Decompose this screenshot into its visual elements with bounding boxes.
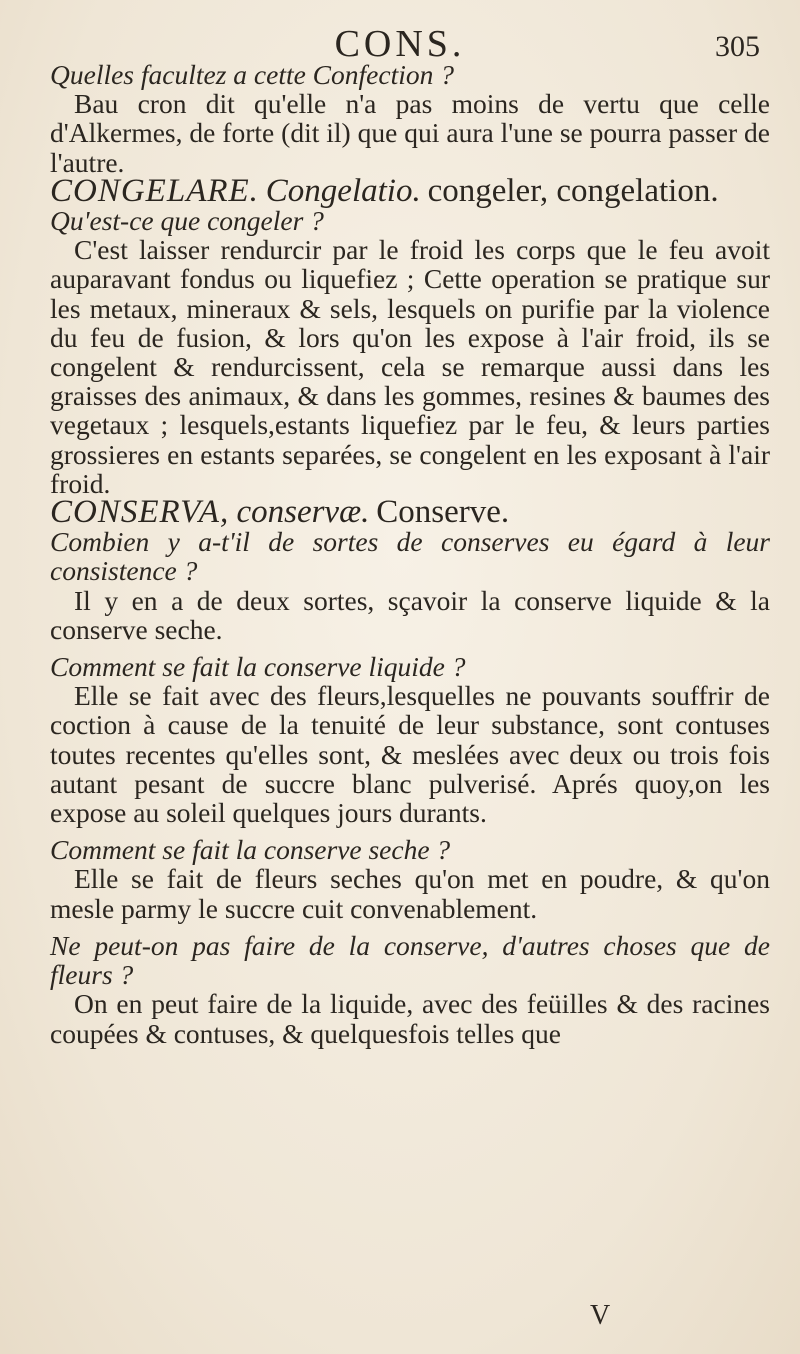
- question-conserve-liquide: Comment se fait la conserve liquide ?: [50, 651, 466, 683]
- paragraph-conserve-liquide: Elle se fait avec des fleurs,lesquelles ne pouvants souffrir de coction à cause de la tenuité de leur substance, sont contuses toutes recentes qu'elles sont, & meslées avec deux ou trois fois autant pesant de succre blanc pulverisé. Aprés quoy,on les expose au soleil quelques jours durants.: [50, 680, 770, 829]
- entry-congelare-headword: CONGELARE.: [50, 172, 259, 209]
- entry-congelare-french: congeler, congelation.: [427, 172, 719, 209]
- entry-congelare: [50, 172, 770, 209]
- question-autres-choses: Ne peut-on pas faire de la conserve, d'autres choses que de fleurs ?: [50, 929, 770, 991]
- running-title: CONS.: [334, 23, 466, 65]
- paragraph-congeler: C'est laisser rendurcir par le froid les corps que le feu avoit auparavant fondus ou liquefiez ; Cette operation se pratique sur les metaux, mineraux & sels, lesquels on purifie par la violence du feu de fusion, & lors qu'on les expose à l'air froid, ils se congelent & rendurcissent, cela se remarque aussi dans les graisses des animaux, & dans les gommes, resines & baumes des vegetaux ; lesquels,estants liquefiez par le feu, & leurs parties grossieres en estants separées, se congelent en les exposant à l'air froid.: [50, 234, 770, 499]
- page-header: [0, 22, 800, 65]
- paragraph-alkermes: Bau cron dit qu'elle n'a pas moins de vertu que celle d'Alkermes, de forte (dit il) que qui aura l'une se pourra passer de l'autre.: [50, 88, 770, 178]
- question-sortes-conserves: Combien y a-t'il de sortes de conserves eu égard à leur consistence ?: [50, 526, 770, 587]
- page-text: [50, 60, 770, 1048]
- page-number: 305: [715, 30, 760, 63]
- entry-conserva-headword: CONSERVA: [50, 494, 220, 531]
- question-congeler: Qu'est-ce que congeler ?: [50, 205, 324, 237]
- entry-conserva-french: Conserve.: [376, 494, 510, 531]
- paragraph-autres-choses: On en peut faire de la liquide, avec des feüilles & des racines coupées & contuses, & quelquesfois telles que: [50, 988, 770, 1049]
- catchword: V: [590, 1300, 611, 1331]
- question-conserve-seche: Comment se fait la conserve seche ?: [50, 834, 451, 866]
- question-facultez: Quelles facultez a cette Confection ?: [50, 59, 454, 90]
- entry-congelare-latin: Congelatio.: [265, 172, 421, 209]
- entry-conserva: [50, 494, 770, 531]
- entry-conserva-latin: , conservæ.: [219, 494, 370, 531]
- paragraph-sortes-conserves: Il y en a de deux sortes, sçavoir la conserve liquide & la conserve seche.: [50, 584, 770, 645]
- paragraph-conserve-seche: Elle se fait de fleurs seches qu'on met en poudre, & qu'on mesle parmy le succre cuit convenablement.: [50, 863, 770, 924]
